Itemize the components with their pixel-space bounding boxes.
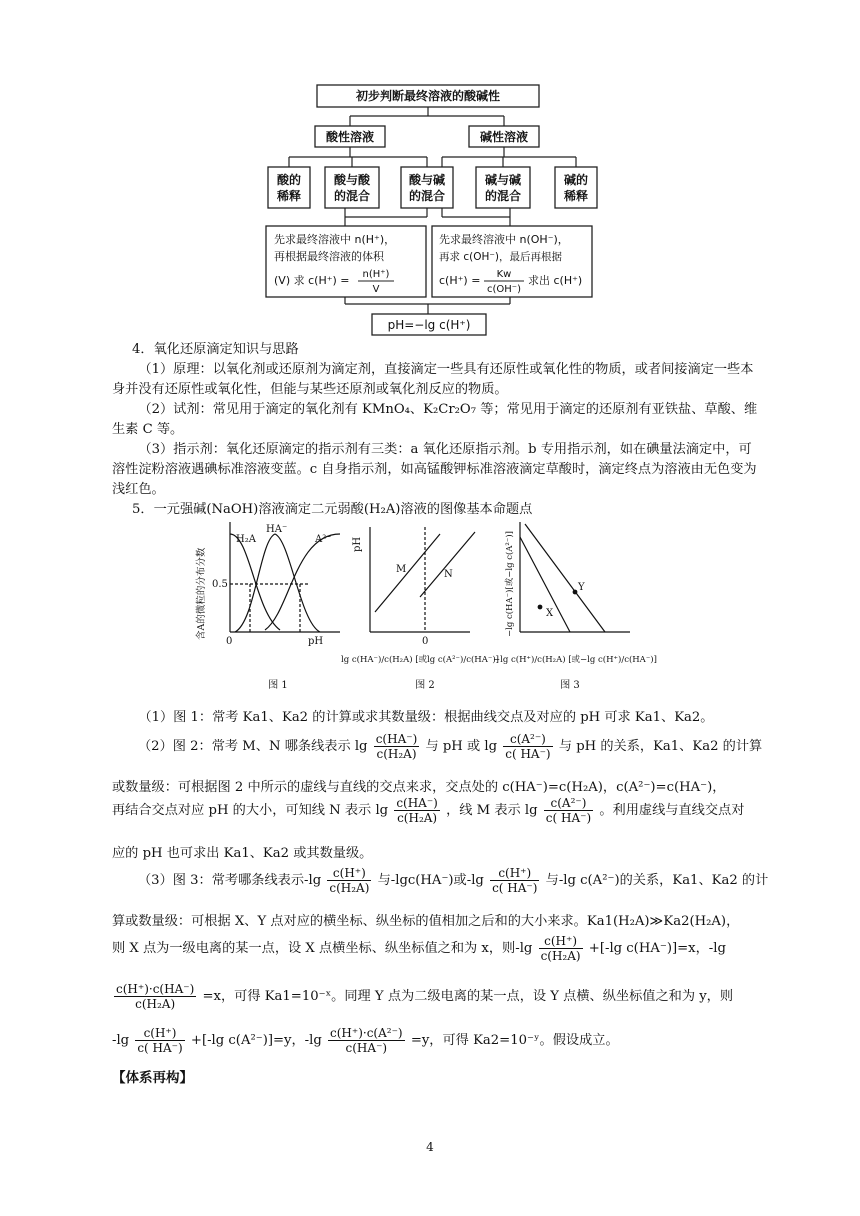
svg-text:pH=−lg c(H⁺): pH=−lg c(H⁺) (387, 318, 471, 332)
titration-graphs (190, 512, 680, 692)
svg-text:HA⁻: HA⁻ (266, 524, 288, 535)
svg-text:碱性溶液: 碱性溶液 (479, 130, 529, 144)
svg-text:Kw: Kw (496, 269, 512, 280)
svg-text:图 2: 图 2 (415, 680, 435, 691)
svg-text:c(H⁺) =: c(H⁺) = (439, 274, 481, 287)
svg-text:pH: pH (352, 536, 363, 552)
svg-text:N: N (444, 569, 453, 580)
svg-text:先求最终溶液中 n(OH⁻)，: 先求最终溶液中 n(OH⁻)， (439, 233, 569, 246)
svg-text:pH: pH (308, 636, 324, 647)
svg-text:稀释: 稀释 (563, 189, 589, 203)
explain-fig1: （1）图 1：常考 Ka1、Ka2 的计算或求其数量级：根据曲线交点及对应的 pH 可求 Ka1、Ka2。 (138, 710, 714, 725)
svg-text:图 1: 图 1 (268, 680, 288, 691)
svg-text:先求最终溶液中 n(H⁺)，: 先求最终溶液中 n(H⁺)， (274, 233, 396, 246)
svg-text:V: V (372, 284, 380, 295)
figure-2 (370, 527, 475, 632)
svg-text:c(OH⁻): c(OH⁻) (487, 284, 521, 295)
svg-text:X: X (546, 608, 554, 619)
section4-reagents: （2）试剂：常见用于滴定的氧化剂有 KMnO₄、K₂Cr₂O₇ 等；常见用于滴定的还原剂有亚铁盐、草酸、维生素 C 等。 (112, 402, 758, 437)
svg-text:再求 c(OH⁻)，最后再根据: 再求 c(OH⁻)，最后再根据 (439, 251, 563, 263)
svg-text:的混合: 的混合 (333, 189, 371, 203)
section4-title: 4．氧化还原滴定知识与思路 (132, 342, 299, 357)
svg-text:的混合: 的混合 (408, 189, 446, 203)
page-number: 4 (426, 1140, 434, 1154)
explain-fig3-line5: -lg $\frac{c(H^+)}{c( HA^-)}$ +[-lg c(A²⁻)]=y，-lg $\frac{\text{c(H⁺)·c(A²⁻)}}{c(HA^-)}$ =y，可得 Ka2=10⁻ʸ。假设成立。 (112, 1026, 619, 1055)
explain-fig3-line1: （3）图 3：常考哪条线表示-lg $\frac{c(H^+)}{\text{c(H₂A)}}$ 与-lgc(HA⁻)或-lg $\frac{c(H^+)}{c( HA^-)}$ 与-lg c(A²⁻)的关系，Ka1、Ka2 的计 (138, 866, 769, 895)
section5-title: 5．一元强碱(NaOH)溶液滴定二元弱酸(H₂A)溶液的图像基本命题点 (132, 502, 533, 517)
explain-fig2-line1: （2）图 2：常考 M、N 哪条线表示 lg $\frac{c(HA^-)}{\text{c(H₂A)}}$ 与 pH 或 lg $\frac{\text{c(A²⁻)}}{c( HA^-)}$ 与 pH 的关系，Ka1、Ka2 的计算 (138, 732, 763, 761)
section4-principle: （1）原理：以氧化剂或还原剂为滴定剂，直接滴定一些具有还原性或氧化性的物质，或者间接滴定一些本身并没有还原性或氧化性，但能与某些还原剂或氧化剂反应的物质。 (112, 362, 754, 397)
explain-fig3-line2: 算或数量级：可根据 X、Y 点对应的横坐标、纵坐标的值相加之后和的大小来求。Ka1(H₂A)≫Ka2(H₂A)， (112, 914, 740, 929)
explain-fig3-line4: $\frac{c(H^+)\cdot c(HA^-)}{\text{c(H₂A)}}$ =x，可得 Ka1=10⁻ˣ。同理 Y 点为二级电离的某一点，设 Y 点横、纵坐标值之和为 y，则 (116, 982, 734, 1011)
figure-3 (520, 522, 630, 632)
section4-indicators: （3）指示剂：氧化还原滴定的指示剂有三类：a 氧化还原指示剂。b 专用指示剂，如在碘量法滴定中，可溶性淀粉溶液遇碘标准溶液变蓝。c 自身指示剂，如高锰酸钾标准溶液滴定草酸时，滴定终点为溶液由无色变为浅红色。 (112, 442, 757, 497)
explain-fig2-line4: 应的 pH 也可求出 Ka1、Ka2 或其数量级。 (112, 846, 373, 861)
svg-text:酸性溶液: 酸性溶液 (325, 130, 375, 144)
svg-text:求出 c(H⁺): 求出 c(H⁺) (528, 274, 583, 287)
svg-text:图 3: 图 3 (560, 680, 580, 691)
svg-text:A²⁻: A²⁻ (315, 534, 332, 545)
svg-text:酸的: 酸的 (276, 173, 302, 187)
svg-text:含A的微粒的分布分数: 含A的微粒的分布分数 (196, 547, 207, 640)
explain-fig2-line2: 或数量级：可根据图 2 中所示的虚线与直线的交点来求，交点处的 c(HA⁻)=c(H₂A)，c(A²⁻)=c(HA⁻)， (112, 780, 726, 795)
svg-text:稀释: 稀释 (276, 189, 302, 203)
svg-text:的混合: 的混合 (484, 189, 522, 203)
svg-text:再根据最终溶液的体积: 再根据最终溶液的体积 (274, 250, 384, 263)
ph-calculation-flowchart (0, 0, 860, 340)
svg-text:H₂A: H₂A (236, 534, 256, 545)
svg-text:−lg c(H⁺)/c(H₂A) [或−lg c(H⁺)/c: −lg c(H⁺)/c(H₂A) [或−lg c(H⁺)/c(HA⁻)] (493, 655, 657, 665)
svg-text:酸与碱: 酸与碱 (408, 173, 446, 187)
svg-text:n(H⁺): n(H⁺) (362, 269, 390, 280)
svg-text:0.5: 0.5 (212, 579, 228, 590)
svg-text:0: 0 (422, 636, 429, 647)
svg-text:碱与碱: 碱与碱 (484, 173, 522, 187)
svg-text:Y: Y (578, 582, 585, 593)
svg-text:−lg c(HA⁻)[或−lg c(A²⁻)]: −lg c(HA⁻)[或−lg c(A²⁻)] (505, 531, 515, 637)
svg-text:0: 0 (226, 636, 233, 647)
svg-text:(V) 求 c(H⁺) =: (V) 求 c(H⁺) = (274, 274, 350, 287)
section-heading: 【体系再构】 (112, 1070, 193, 1086)
svg-text:碱的: 碱的 (563, 173, 589, 187)
svg-text:M: M (396, 564, 407, 575)
flow-top-text: 初步判断最终溶液的酸碱性 (355, 89, 501, 103)
svg-text:酸与酸: 酸与酸 (333, 173, 371, 187)
svg-text:lg c(HA⁻)/c(H₂A) [或lg c(A²⁻)/c: lg c(HA⁻)/c(H₂A) [或lg c(A²⁻)/c(HA⁻)] (341, 655, 499, 665)
explain-fig3-line3: 则 X 点为一级电离的某一点，设 X 点横坐标、纵坐标值之和为 x，则-lg $\frac{c(H^+)}{\text{c(H₂A)}}$ +[-lg c(HA⁻)]=x，-lg (112, 934, 726, 963)
explain-fig2-line3: 再结合交点对应 pH 的大小，可知线 N 表示 lg $\frac{c(HA^-)}{\text{c(H₂A)}}$ ，线 M 表示 lg $\frac{\text{c(A²⁻)}}{c( HA^-)}$ 。利用虚线与直线交点对 (112, 796, 745, 825)
